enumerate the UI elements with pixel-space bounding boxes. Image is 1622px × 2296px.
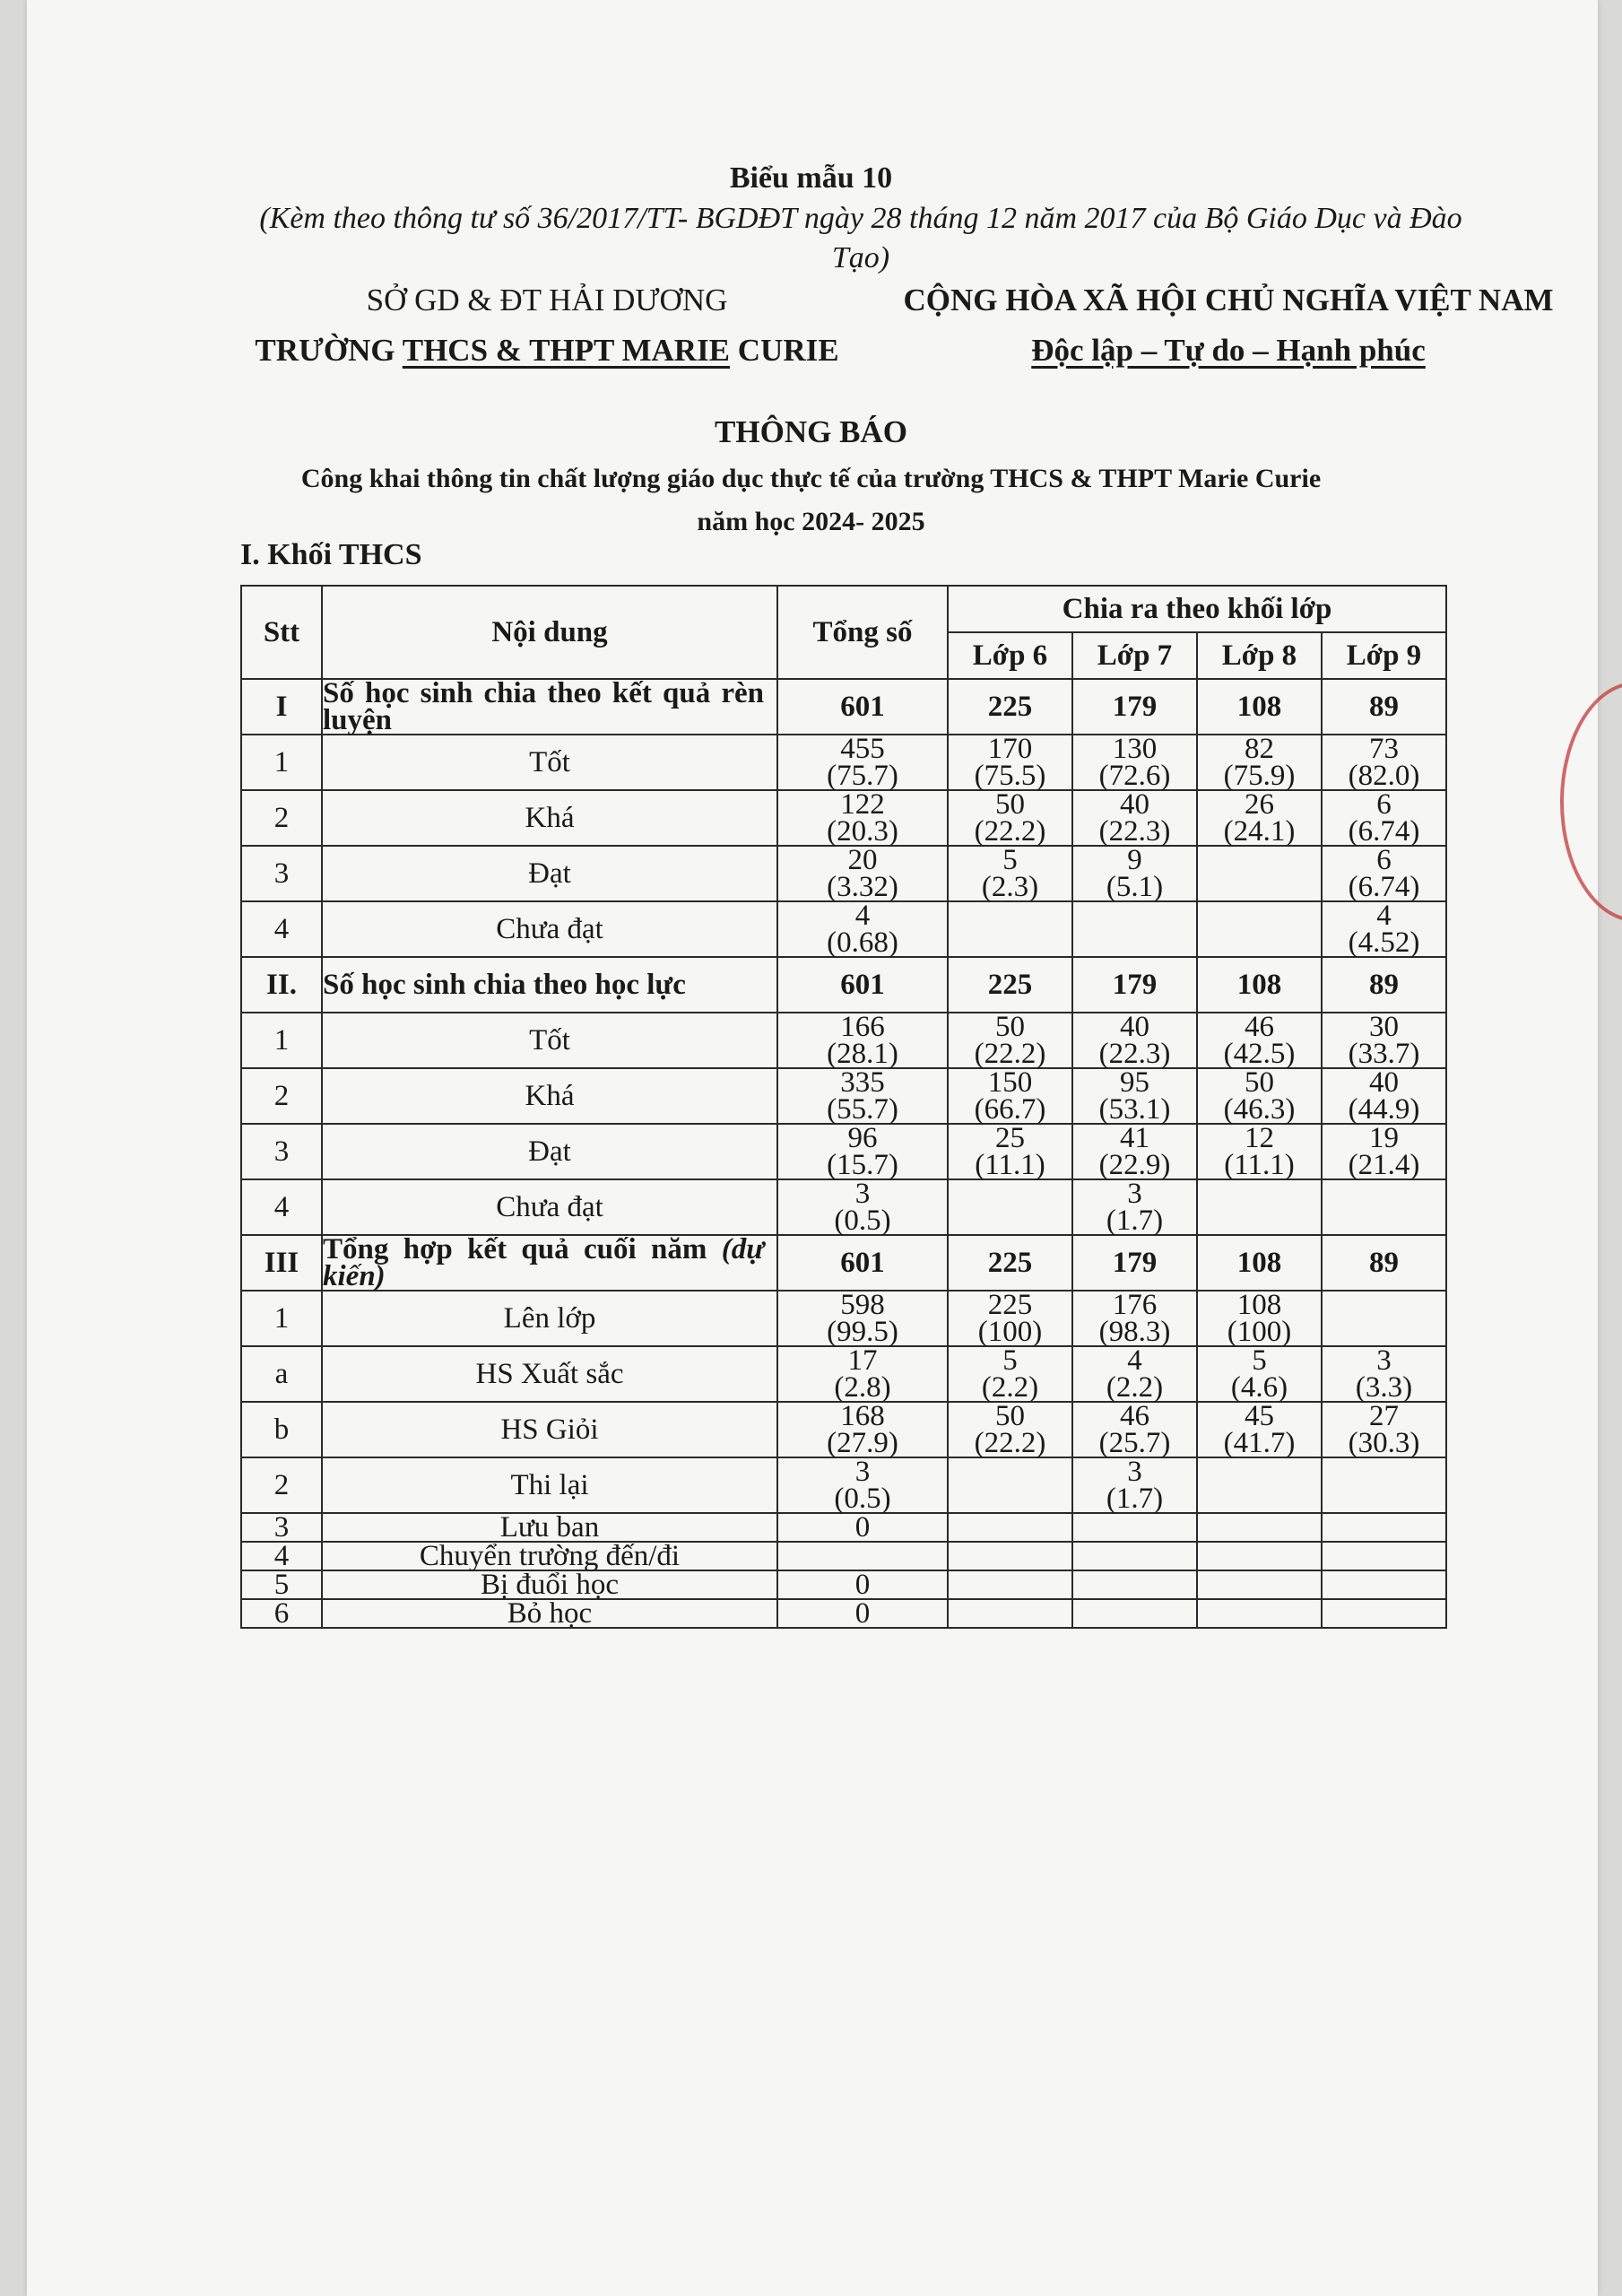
- grade-cell: 5 (4.6): [1197, 1346, 1322, 1402]
- grade-cell: 6 (6.74): [1322, 790, 1446, 846]
- grade-cell: 225: [948, 957, 1072, 1013]
- grade-cell: 4 (4.52): [1322, 901, 1446, 957]
- grade-cell: [1072, 1542, 1197, 1570]
- grade-cell: 45 (41.7): [1197, 1402, 1322, 1457]
- stt-cell: 2: [241, 1457, 322, 1513]
- total-cell: 0: [777, 1513, 948, 1542]
- grade-cell: 5 (2.3): [948, 846, 1072, 901]
- table-row: [241, 901, 1446, 957]
- header-grade: Lớp 8: [1197, 632, 1322, 679]
- grade-cell: 225: [948, 1235, 1072, 1291]
- grade-cell: 41 (22.9): [1072, 1124, 1197, 1179]
- grade-cell: 108: [1197, 679, 1322, 735]
- grade-cell: [948, 901, 1072, 957]
- total-cell: 3 (0.5): [777, 1179, 948, 1235]
- grade-cell: 176 (98.3): [1072, 1291, 1197, 1346]
- grade-cell: 225: [948, 679, 1072, 735]
- header-left: [206, 275, 888, 376]
- table-row: [241, 846, 1446, 901]
- content-cell: Lên lớp: [322, 1291, 777, 1346]
- stt-cell: 4: [241, 901, 322, 957]
- grade-cell: 25 (11.1): [948, 1124, 1072, 1179]
- content-cell: Thi lại: [322, 1457, 777, 1513]
- total-cell: 601: [777, 679, 948, 735]
- table-row: [241, 1179, 1446, 1235]
- header-stt: Stt: [241, 586, 322, 679]
- grade-cell: 50 (22.2): [948, 790, 1072, 846]
- stt-cell: I: [241, 679, 322, 735]
- grade-cell: 46 (42.5): [1197, 1013, 1322, 1068]
- grade-cell: 4 (2.2): [1072, 1346, 1197, 1402]
- total-cell: 20 (3.32): [777, 846, 948, 901]
- table-row: [241, 1402, 1446, 1457]
- table-row: [241, 679, 1446, 735]
- total-cell: 4 (0.68): [777, 901, 948, 957]
- content-cell: Chuyển trường đến/đi: [322, 1542, 777, 1570]
- grade-cell: [1322, 1291, 1446, 1346]
- table-row: [241, 1068, 1446, 1124]
- school-name: TRƯỜNG THCS & THPT MARIE CURIE: [255, 333, 839, 368]
- grade-cell: 130 (72.6): [1072, 735, 1197, 790]
- total-cell: 96 (15.7): [777, 1124, 948, 1179]
- grade-cell: [1197, 846, 1322, 901]
- grade-cell: [948, 1179, 1072, 1235]
- grade-cell: 170 (75.5): [948, 735, 1072, 790]
- grade-cell: [1322, 1599, 1446, 1628]
- content-cell: Tổng hợp kết quả cuối năm (dự kiến): [322, 1235, 777, 1291]
- stt-cell: b: [241, 1402, 322, 1457]
- total-cell: 598 (99.5): [777, 1291, 948, 1346]
- grade-cell: 12 (11.1): [1197, 1124, 1322, 1179]
- grade-cell: 108: [1197, 957, 1322, 1013]
- notice-title: THÔNG BÁO: [715, 414, 907, 449]
- stt-cell: 1: [241, 1013, 322, 1068]
- stt-cell: 1: [241, 735, 322, 790]
- header-grade-group: Chia ra theo khối lớp: [948, 586, 1446, 632]
- grade-cell: [1197, 1179, 1322, 1235]
- grade-cell: [1322, 1179, 1446, 1235]
- grade-cell: [948, 1457, 1072, 1513]
- stt-cell: 5: [241, 1570, 322, 1599]
- grade-cell: 3 (3.3): [1322, 1346, 1446, 1402]
- form-title: Biểu mẫu 10: [729, 161, 893, 195]
- table-row: [241, 1346, 1446, 1402]
- grade-cell: 5 (2.2): [948, 1346, 1072, 1402]
- form-subtitle: (Kèm theo thông tư số 36/2017/TT- BGDĐT ngày 28 tháng 12 năm 2017 của Bộ Giáo Dục và Đào Tạo): [259, 202, 1462, 274]
- grade-cell: [1072, 1570, 1197, 1599]
- total-cell: 0: [777, 1599, 948, 1628]
- stt-cell: II.: [241, 957, 322, 1013]
- country-name: CỘNG HÒA XÃ HỘI CHỦ NGHĨA VIỆT NAM: [903, 283, 1554, 317]
- total-cell: 0: [777, 1570, 948, 1599]
- grade-cell: [948, 1599, 1072, 1628]
- content-cell: Chưa đạt: [322, 1179, 777, 1235]
- grade-cell: 179: [1072, 679, 1197, 735]
- grade-cell: 73 (82.0): [1322, 735, 1446, 790]
- total-cell: 455 (75.7): [777, 735, 948, 790]
- grade-cell: 108 (100): [1197, 1291, 1322, 1346]
- grade-cell: 9 (5.1): [1072, 846, 1197, 901]
- grade-cell: 108: [1197, 1235, 1322, 1291]
- grade-cell: 82 (75.9): [1197, 735, 1322, 790]
- grade-cell: 50 (22.2): [948, 1402, 1072, 1457]
- content-cell: Tốt: [322, 1013, 777, 1068]
- header-grade: Lớp 6: [948, 632, 1072, 679]
- grade-cell: [1322, 1513, 1446, 1542]
- grade-cell: [1072, 1599, 1197, 1628]
- table-row: [241, 1291, 1446, 1346]
- table-row: [241, 1599, 1446, 1628]
- motto: Độc lập – Tự do – Hạnh phúc: [1031, 333, 1426, 368]
- content-cell: Tốt: [322, 735, 777, 790]
- table-row: [241, 1124, 1446, 1179]
- table-row: [241, 1542, 1446, 1570]
- content-cell: Khá: [322, 790, 777, 846]
- content-cell: Số học sinh chia theo kết quả rèn luyện: [322, 679, 777, 735]
- table-row: [241, 1457, 1446, 1513]
- content-cell: Đạt: [322, 1124, 777, 1179]
- total-cell: 601: [777, 957, 948, 1013]
- total-cell: 3 (0.5): [777, 1457, 948, 1513]
- grade-cell: 3 (1.7): [1072, 1457, 1197, 1513]
- content-cell: Đạt: [322, 846, 777, 901]
- grade-cell: 3 (1.7): [1072, 1179, 1197, 1235]
- content-cell: Số học sinh chia theo học lực: [322, 957, 777, 1013]
- grade-cell: 40 (22.3): [1072, 1013, 1197, 1068]
- header-total: Tổng số: [777, 586, 948, 679]
- header-content: Nội dung: [322, 586, 777, 679]
- total-cell: 601: [777, 1235, 948, 1291]
- grade-cell: 46 (25.7): [1072, 1402, 1197, 1457]
- stt-cell: 2: [241, 790, 322, 846]
- table-row: [241, 957, 1446, 1013]
- stt-cell: 3: [241, 1124, 322, 1179]
- table-row: [241, 1013, 1446, 1068]
- stt-cell: III: [241, 1235, 322, 1291]
- total-cell: 168 (27.9): [777, 1402, 948, 1457]
- content-cell: Lưu ban: [322, 1513, 777, 1542]
- stt-cell: 1: [241, 1291, 322, 1346]
- grade-cell: 89: [1322, 1235, 1446, 1291]
- total-cell: 122 (20.3): [777, 790, 948, 846]
- table-row: [241, 735, 1446, 790]
- grade-cell: [1322, 1542, 1446, 1570]
- grade-cell: 225 (100): [948, 1291, 1072, 1346]
- grade-cell: [1197, 1542, 1322, 1570]
- grade-cell: 50 (46.3): [1197, 1068, 1322, 1124]
- results-table: [240, 585, 1447, 1629]
- grade-cell: 30 (33.7): [1322, 1013, 1446, 1068]
- grade-cell: 179: [1072, 957, 1197, 1013]
- header-right: [888, 275, 1569, 376]
- header-grade: Lớp 9: [1322, 632, 1446, 679]
- stt-cell: 2: [241, 1068, 322, 1124]
- grade-cell: [1072, 1513, 1197, 1542]
- table-row: [241, 790, 1446, 846]
- content-cell: Bị đuổi học: [322, 1570, 777, 1599]
- grade-cell: 95 (53.1): [1072, 1068, 1197, 1124]
- grade-cell: 89: [1322, 679, 1446, 735]
- stt-cell: 3: [241, 846, 322, 901]
- stt-cell: 6: [241, 1599, 322, 1628]
- total-cell: 335 (55.7): [777, 1068, 948, 1124]
- grade-cell: 27 (30.3): [1322, 1402, 1446, 1457]
- total-cell: 17 (2.8): [777, 1346, 948, 1402]
- grade-cell: [948, 1513, 1072, 1542]
- grade-cell: [1197, 1599, 1322, 1628]
- grade-cell: 179: [1072, 1235, 1197, 1291]
- table-row: [241, 1235, 1446, 1291]
- grade-cell: 40 (44.9): [1322, 1068, 1446, 1124]
- grade-cell: [948, 1570, 1072, 1599]
- grade-cell: [1322, 1570, 1446, 1599]
- stt-cell: 4: [241, 1542, 322, 1570]
- total-cell: 166 (28.1): [777, 1013, 948, 1068]
- total-cell: [777, 1542, 948, 1570]
- notice-subtitle: Công khai thông tin chất lượng giáo dục thực tế của trường THCS & THPT Marie Curie năm học 2024- 2025: [300, 464, 1322, 536]
- grade-cell: [1197, 1457, 1322, 1513]
- grade-cell: 6 (6.74): [1322, 846, 1446, 901]
- grade-cell: 40 (22.3): [1072, 790, 1197, 846]
- grade-cell: [1197, 1570, 1322, 1599]
- grade-cell: 19 (21.4): [1322, 1124, 1446, 1179]
- grade-cell: 89: [1322, 957, 1446, 1013]
- content-cell: Chưa đạt: [322, 901, 777, 957]
- grade-cell: [1322, 1457, 1446, 1513]
- stt-cell: a: [241, 1346, 322, 1402]
- grade-cell: [1197, 1513, 1322, 1542]
- stt-cell: 4: [241, 1179, 322, 1235]
- grade-cell: [948, 1542, 1072, 1570]
- grade-cell: [1072, 901, 1197, 957]
- content-cell: HS Xuất sắc: [322, 1346, 777, 1402]
- header-grade: Lớp 7: [1072, 632, 1197, 679]
- content-cell: HS Giỏi: [322, 1402, 777, 1457]
- grade-cell: 150 (66.7): [948, 1068, 1072, 1124]
- grade-cell: [1197, 901, 1322, 957]
- grade-cell: 26 (24.1): [1197, 790, 1322, 846]
- table-row: [241, 1570, 1446, 1599]
- section-title: I. Khối THCS: [240, 538, 422, 571]
- department-name: SỞ GD & ĐT HẢI DƯƠNG: [366, 283, 728, 317]
- stt-cell: 3: [241, 1513, 322, 1542]
- grade-cell: 50 (22.2): [948, 1013, 1072, 1068]
- content-cell: Bỏ học: [322, 1599, 777, 1628]
- content-cell: Khá: [322, 1068, 777, 1124]
- table-row: [241, 1513, 1446, 1542]
